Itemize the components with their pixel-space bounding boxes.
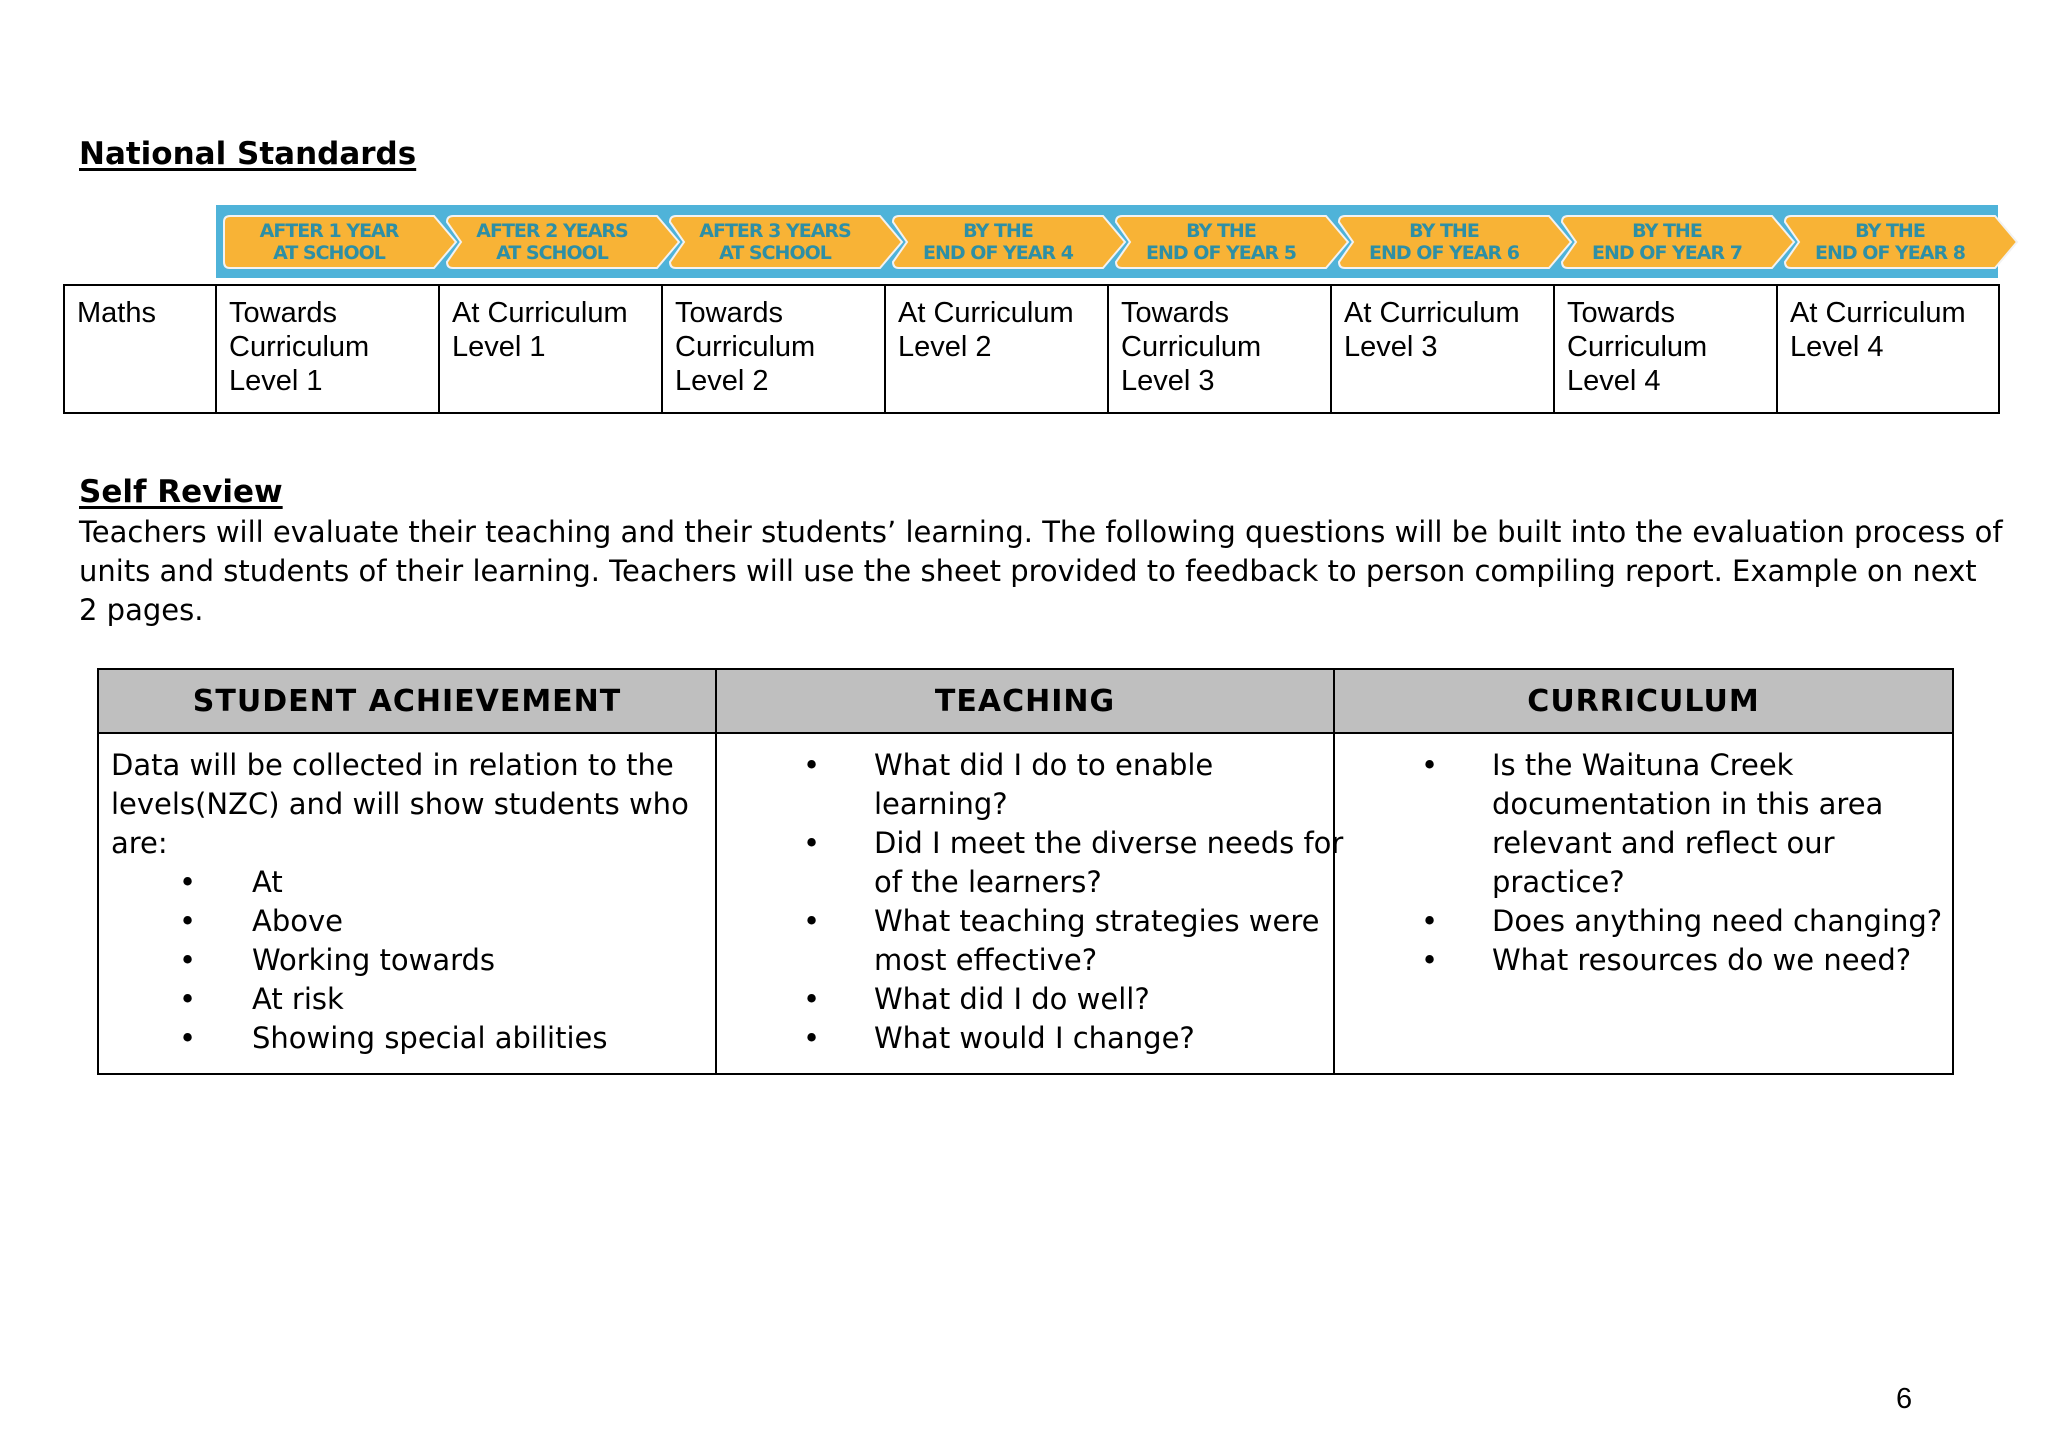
level-cell-line: Curriculum (1121, 331, 1262, 363)
year-arrow (1114, 214, 1350, 270)
self-review-paragraph (79, 513, 2003, 630)
bullet-text-line: Above (252, 904, 343, 938)
maths-standards-table (63, 284, 2000, 414)
bullet-text-line: Showing special abilities (252, 1021, 608, 1055)
bullet-text-line: documentation in this area (1492, 787, 1884, 821)
bullet-item (1347, 746, 1940, 902)
bullet-icon: • (803, 1021, 821, 1055)
bullet-text-line: What resources do we need? (1492, 943, 1912, 977)
year-arrow (891, 214, 1127, 270)
bullet-item (729, 980, 1321, 1019)
year-arrow (222, 214, 458, 270)
bullet-text-line: most effective? (874, 943, 1098, 977)
subject-label: Maths (77, 297, 156, 329)
level-cell-line: At Curriculum (452, 297, 628, 329)
bullet-text (874, 902, 1321, 980)
maths-row (64, 285, 1999, 413)
teaching-question-list (729, 746, 1344, 1058)
bullet-item (1347, 902, 1943, 941)
level-cell (1331, 285, 1554, 413)
level-cell-line: Curriculum (1567, 331, 1708, 363)
arrow-label-line: BY THE (1855, 220, 1925, 242)
bullet-icon: • (803, 826, 821, 860)
bullet-icon: • (803, 748, 821, 782)
bullet-item (111, 941, 703, 980)
level-cell-line: Towards (675, 297, 783, 329)
bullet-icon: • (179, 1021, 197, 1055)
bullet-icon: • (179, 904, 197, 938)
student-achievement-cell (98, 733, 716, 1074)
arrow-label-line: AT SCHOOL (273, 242, 385, 264)
bullet-text-line: learning? (874, 787, 1008, 821)
level-cell-line: Level 3 (1344, 331, 1438, 363)
bullet-text-line: What would I change? (874, 1021, 1195, 1055)
level-cell-line: Level 4 (1790, 331, 1884, 363)
bullet-item (729, 1019, 1321, 1058)
arrow-label-line: AFTER 3 YEARS (699, 220, 851, 242)
achievement-intro-line: are: (111, 826, 168, 860)
achievement-bullet-list (111, 863, 703, 1058)
level-cell (1777, 285, 1999, 413)
bullet-icon: • (179, 865, 197, 899)
bullet-text (252, 863, 703, 902)
bullet-text (874, 1019, 1321, 1058)
bullet-item (729, 824, 1344, 902)
bullet-text-line: What did I do well? (874, 982, 1150, 1016)
bullet-text (874, 746, 1321, 824)
bullet-text-line: At risk (252, 982, 344, 1016)
year-arrow (1337, 214, 1573, 270)
review-body-row (98, 733, 1953, 1074)
curriculum-cell (1334, 733, 1953, 1074)
achievement-intro-line: Data will be collected in relation to the (111, 748, 674, 782)
level-cell (885, 285, 1108, 413)
bullet-icon: • (1421, 748, 1439, 782)
level-cell (439, 285, 662, 413)
arrow-label-line: AFTER 1 YEAR (259, 220, 399, 242)
level-cell-line: Level 4 (1567, 365, 1661, 397)
subject-cell (64, 285, 216, 413)
self-review-heading: Self Review (79, 474, 283, 510)
level-cell (1108, 285, 1331, 413)
bullet-text-line: of the learners? (874, 865, 1102, 899)
arrow-label-line: BY THE (1409, 220, 1479, 242)
arrow-label (674, 214, 876, 270)
arrow-label-line: AT SCHOOL (496, 242, 608, 264)
year-level-banner (216, 205, 1998, 278)
bullet-text-line: Does anything need changing? (1492, 904, 1943, 938)
level-cell-line: Level 2 (898, 331, 992, 363)
bullet-text-line: At (252, 865, 283, 899)
bullet-icon: • (1421, 904, 1439, 938)
arrow-label-line: AFTER 2 YEARS (476, 220, 628, 242)
bullet-text (1492, 902, 1943, 941)
arrow-label-line: BY THE (1186, 220, 1256, 242)
bullet-text (252, 902, 703, 941)
level-cell-line: Towards (1567, 297, 1675, 329)
level-cell (1554, 285, 1777, 413)
level-cell-line: Level 3 (1121, 365, 1215, 397)
arrow-label-line: BY THE (963, 220, 1033, 242)
bullet-icon: • (803, 982, 821, 1016)
bullet-text (1492, 941, 1940, 980)
paragraph-line: Teachers will evaluate their teaching and their students’ learning. The following questions will be built into the evaluation process of (79, 515, 2003, 549)
arrow-label (1789, 214, 1991, 270)
bullet-item (111, 980, 703, 1019)
bullet-text-line: Did I meet the diverse needs for (874, 826, 1344, 860)
level-cell-line: Level 2 (675, 365, 769, 397)
level-cell-line: Towards (229, 297, 337, 329)
bullet-text (1492, 746, 1940, 902)
bullet-text (874, 824, 1344, 902)
review-header-row (98, 669, 1953, 733)
arrow-label-line: END OF YEAR 5 (1146, 242, 1296, 264)
teaching-cell (716, 733, 1344, 1074)
bullet-text-line: What did I do to enable (874, 748, 1214, 782)
page-number: 6 (1896, 1383, 1913, 1415)
paragraph-line: units and students of their learning. Teachers will use the sheet provided to feedback to person compiling report. Example on next (79, 554, 1977, 588)
level-cell-line: At Curriculum (898, 297, 1074, 329)
header-teaching: TEACHING (716, 669, 1334, 733)
arrow-label-line: END OF YEAR 6 (1369, 242, 1519, 264)
bullet-text-line: Is the Waituna Creek (1492, 748, 1794, 782)
bullet-item (729, 902, 1321, 980)
arrow-label-line: AT SCHOOL (719, 242, 831, 264)
level-cell-line: Level 1 (229, 365, 323, 397)
year-arrow (445, 214, 681, 270)
arrow-label-line: END OF YEAR 7 (1592, 242, 1742, 264)
bullet-text (874, 980, 1321, 1019)
arrow-label-line: END OF YEAR 8 (1815, 242, 1965, 264)
level-cell (216, 285, 439, 413)
arrow-label (228, 214, 430, 270)
curriculum-question-list (1347, 746, 1943, 980)
level-cell-line: Level 1 (452, 331, 546, 363)
national-standards-heading: National Standards (79, 136, 417, 172)
level-cell-line: At Curriculum (1344, 297, 1520, 329)
header-curriculum: CURRICULUM (1334, 669, 1953, 733)
bullet-text-line: What teaching strategies were (874, 904, 1320, 938)
bullet-item (111, 1019, 703, 1058)
level-cell-line: Towards (1121, 297, 1229, 329)
level-cell (662, 285, 885, 413)
bullet-item (111, 902, 703, 941)
arrow-label (1120, 214, 1322, 270)
header-student-achievement: STUDENT ACHIEVEMENT (98, 669, 716, 733)
year-arrow (1783, 214, 2019, 270)
achievement-intro-line: levels(NZC) and will show students who (111, 787, 689, 821)
bullet-icon: • (803, 904, 821, 938)
year-arrow (668, 214, 904, 270)
bullet-text-line: practice? (1492, 865, 1625, 899)
bullet-icon: • (1421, 943, 1439, 977)
level-cell-line: At Curriculum (1790, 297, 1966, 329)
bullet-text (252, 1019, 703, 1058)
arrow-label (451, 214, 653, 270)
arrow-label-line: BY THE (1632, 220, 1702, 242)
arrow-label (1566, 214, 1768, 270)
bullet-item (111, 863, 703, 902)
self-review-table (97, 668, 1954, 1075)
arrow-label-line: END OF YEAR 4 (923, 242, 1073, 264)
level-cell-line: Curriculum (229, 331, 370, 363)
arrow-label (1343, 214, 1545, 270)
paragraph-line: 2 pages. (79, 593, 204, 627)
arrow-label (897, 214, 1099, 270)
bullet-item (1347, 941, 1940, 980)
bullet-text-line: Working towards (252, 943, 496, 977)
year-arrow (1560, 214, 1796, 270)
bullet-text (252, 941, 703, 980)
level-cell-line: Curriculum (675, 331, 816, 363)
bullet-text (252, 980, 703, 1019)
bullet-item (729, 746, 1321, 824)
bullet-text-line: relevant and reflect our (1492, 826, 1835, 860)
bullet-icon: • (179, 943, 197, 977)
bullet-icon: • (179, 982, 197, 1016)
